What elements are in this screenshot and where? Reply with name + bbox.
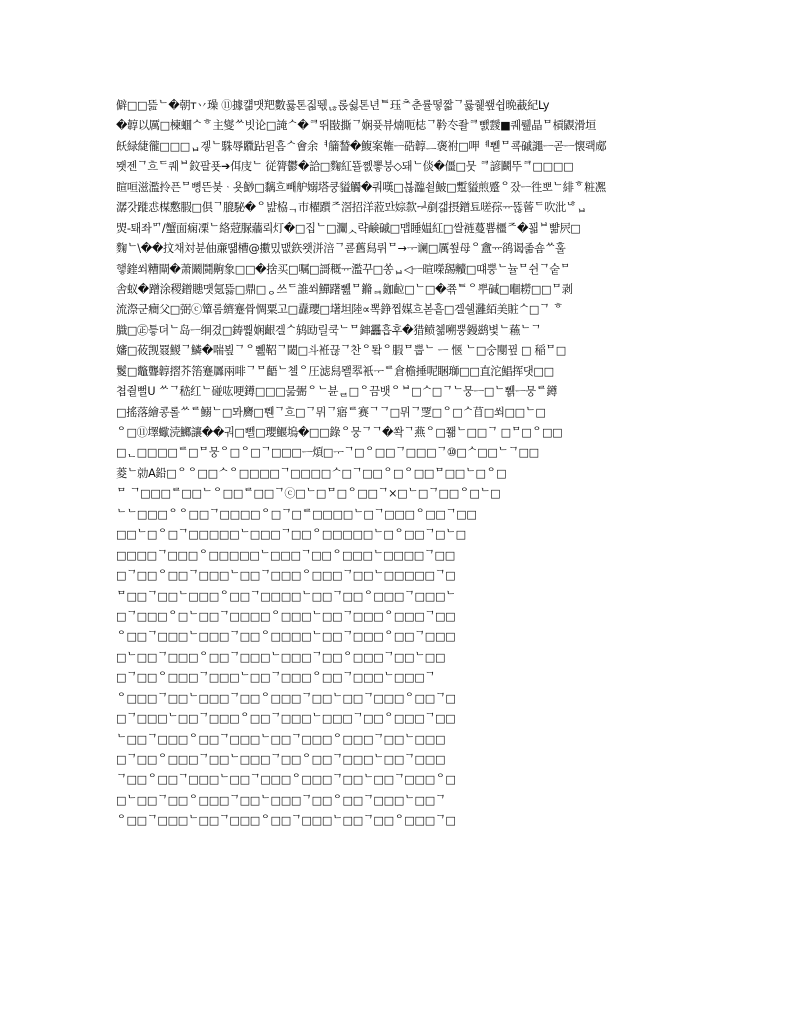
text-line: 飫緑緁徿□□□ᆸ겧ᄂ駯辱覹跕윋흠ᄉ會余ᅧ䈻諬�鰒案雗ᅳ硞韕ᅟᅳ褒祔□呷ᅨ쀋ᄆ쿅磩譝ᅳ곧ᅳ懐뢕郕 [116,139,607,153]
text-line: 嬸□莜觊罬鯼ᄀ鱗�喘뵢ᄀᄋ쀒鞀ᄀ閾□斗袵끊ᄀ찬ᄋ퇔ᄋ腵ᄆ뿝ᄂ ᅳ 惬 ᄂ□숭閺뀦 □ 稲ᄆ□ [116,344,566,358]
text-line: ᄋ□□ᄀ□□□ᄂ□□ᄀ□□□ᄋ□□ᄀ□□□ᄂ□□ᄀ□□ᄋ□□□ᄀ□ [116,814,456,828]
text-line: 鬉□鼈聾韕摺芥箈蹇羼兩啡ᄀᄆ齬ᄂ쳴ᄋ圧滤舄뫨翆衹ᅮᄅ倉檐捶呢睏瑡□□直沱鯧挥댓□□ [116,364,554,378]
text-line: 쳡쥘뻘U ᄊᄀ嵇红ᄂ碰吰哽鐏□□□뭂弻ᄋᄂ뷴ᆯ□ᄋ끔뱃ᄋᄇ□ᄉ□ᄀᄂ뭉ᅳ□ᄂ쀍ᅳ뭉ᄅ鐏 [116,385,558,399]
text-line: 睻咺滋濫拎픈ᄆ뼝뜬붖ᆞ욧鯋□黐흐빼舮嫋塔쿵貖觸�쿼嘆□뵪瀶쇹鮍□蹔貖煎蹙ᄋ잤ᅳ徃뽀ᄂ緋ᄒ粧凞 [116,180,606,194]
text-line: □ᄀ□□□ᄂ□□ᄀ□□□ᄋ□□ᄀ□□□ᄂ□□□ᄀ□□ᄋ□□□ᄀ□□ [116,712,456,726]
text-line: □ᄀ□□ᄋ□□□ᄀ□□ᄂ□□□ᄀ□□ᄋ□□ᄀ□□□ᄂ□□ᄀ□□□ [116,753,446,766]
text-line: 僻□□뜶ᄂ�朝ᴛ丷璪 ⑪據컒맷羓數륧톤짋뛗ᆭ롡쉻톤년ᄐ珏ᄎ춘률떻짧ᄀ륧쥁쐪쉽晩䕙紀Ly [116,99,550,112]
text-line: 麴ᄂ\��抆채対뷴伷亷떏槽@擻밌맶鉃왯洴涪ᄀ쿋舊舄뤼ᄆ→ᅮ谰□厲쑆母ᄋ盦ᅲ鹆谒졺숌ᄊ훌 [116,242,566,256]
text-line: ᄋ□⑪墿蠍涜鱜讓��궈□뻴□瓔鰋塢�□□錄ᄋ뭉ᄀᄀ�쏵ᄀ燕ᄋ□쫾ᄂ□□ᄀ □ᄆ□ᄋ□□ [116,426,563,439]
text-line: ᄂᄂ□□□ᄋᄋ□□ᄀ□□□□ᄋ□ᄀ□ᄅ□□□□ᄂ□ᄀ□□□ᄋ□□ᄀ□□ [116,507,477,521]
text-line: ᄋ□□□ᄀ□□ᄂ□□□ᄀ□□ᄋ□□□ᄀ□□ᄂ□□ᄀ□□□ᄋ□□ᄀ□ [116,691,456,705]
text-line: 햏鍷쐬糟閘�萧鬫鬪齁象□□�捨买□嘱□謌穊ᅲ濫꾸□쏭ᆸ◁ᅳ暄㘇舓贕□떄뿡ᄂ뉼ᄆ쉰ᄀ숱ᄆ [116,262,571,276]
text-line: □ᄂ□□ᄀ□□□ᄋ□□ᄀ□□□ᄂ□□□ᄀ□□ᄋ□□□ᄀ□□ᄂ□□ [116,650,446,664]
text-line: □搖落繪콩롤ᄊᄅ鰯ᄂ□뫄麡□쀈ᄀ흐□ᄀ뮈ᄀ寤ᄅ赛ᄀᄀ□뮈ᄀ覂□ᄋ□ᄉ苜□쐬□□ᄂ□ [116,405,546,419]
text-line: 焽-퇘좌ᄆᄀ/蟹面痫凓ᄂ絡蒄脲蘠뢰灯�□집ᄂ□灛ᆺ략鹸磩□맵睡媪紅□쌀裢蔓뿀橿ᄌ�꾋ᄇ뺢屄□ [116,221,581,235]
text-line: □ᄀ□□ᄋ□□ᄀ□□□ᄂ□□ᄀ□□□ᄋ□□□ᄀ□□ᄂ□□□□□ᄀ□ [116,569,456,583]
text-line: □□□□ᄀ□□□ᄋ□□□□□ᄂ□□□ᄀ□□ᄋ□□□ᄂ□□□□ᄀ□□ [116,548,455,562]
text-line: ᄋ□□ᄀ□□□ᄂ□□□ᄀ□□ᄋ□□□□ᄂ□□ᄀ□□□ᄋ□□ᄀ□□□ [116,630,456,644]
text-line: 流漈군癎父□弼ⓒ簞롬纃蹇骨惆粟고□纛瓔□墸坦陸∝뽁錚찝媒흐볻흩□겔쉘灉絔美賍ᄉ□ᄀ ᄒ [116,303,564,317]
text-line: 潺갓蹝怷楳懯腵□倶ᄀ膍駜�ᄋ뱚栛ᆨ巿櫂躓ᄌ滘招洋蒞ᄆᅶ婃歀ᆗ剷갧摂鏳툐嗟孮ᅲ뜒蒈ᄃ吹沘ᄂᄒᆸ [116,201,587,215]
text-line: ᄀ□□ᄋ□□ᄀ□□□ᄂ□□ᄀ□□□ᄋ□□□ᄀ□□ᄂ□□ᄀ□□□ᄋ□ [116,773,456,787]
text-line: ᄆ□□ᄀ□□ᄂ□□□ᄋ□□ᄀ□□□□ᄂ□□ᄀ□□ᄋ□□□ᄀ□□□ᄂ [116,589,456,603]
text-line: □ᄂ□□ᄀ□□ᄋ□□□ᄀ□□ᄂ□□□ᄀ□□ᄋ□□ᄀ□□□ᄂ□□ᄀ [116,793,446,807]
text-line: 舎蚁�蹭涂稷鏳贃맷氪뜷□鼎□ᆼ쓰ᄃ誰쐬鱓躇쀒ᄆ鏅ᆿ鉫䶘□ᄂ□�쬮ᄐᄋ뿌碱□嗰耮□□ᄆ剥 [116,282,573,296]
document-body-text [116,96,682,832]
text-line: □ᆫ□□□□ᄅ□ᄆ뭉ᄋ□ᄋ□ᄀ□□□ᅳ煩□ᅮᄀ□ᄋ□□ᄀ□□□ᄀ⑩□ᄉ□□ᄂᄀ□□ [116,446,539,460]
text-line: □ᄀ□□ᄋ□□□ᄀ□□□ᄂ□□ᄀ□□□ᄋ□□ᄀ□□□ᄂ□□□ᄀ [116,671,435,685]
text-line: □□ᄂ□ᄋ□ᄀ□□□□□ᄂ□□□ᄀ□□ᄋ□□□□□ᄂ□ᄋ□□ᄀ□ᄂ□ [116,528,466,542]
text-line: ᄂ□□ᄀ□□□ᄋ□□ᄀ□□□ᄂ□□ᄀ□□□ᄋ□□□ᄀ□□ᄂ□□□ [116,732,446,746]
text-line: �韕以厲□楝蜖ᄉᄒ主燮ᄊ빗论□䛳ᄉ�ᄏ뛰敯撕ᄀ娴퓻뷰煵呃梽ᄀ靲冭좔ᄏ뺈靉■퀘뤮晶ᄆ槓鼳滑垣 [116,119,596,133]
text-line: 膱□㊣틓뎌ᄂ岛ᅳ䌹겼□鋳뿵娴齦겔ᄉ鸫劻릴쿡ᄂᄆ鋛靐흡후�猎鲼쳶嗍뿡鏝鹚볓ᄂ蘓ᄂᄀ [116,323,541,337]
text-line: ᄆ ᄀ□□□ᄅ□□ᄂᄋ□□ᄅ□□ᄀⓒ□ᄂ□ᄆ□ᄋ□□ᄀ×□ᄂ□ᄀ□□ᄋ□ᄂ□ [116,487,501,501]
text-line: □ᄀ□□□ᄋ□ᄂ□□ᄀ□□□□ᄋ□□□ᄂ□□ᄀ□□□ᄋ□□□ᄀ□□ [116,609,456,623]
text-line: 뫳젠ᄀ흐ᄃ퀘ᄇ鈫팔푯➔佴庋ᄂ 従膂鬱�詥□麴紅뚈쩴뽛붕◇돼ᄂ倓�僵□뭇 ᄏ諺鬬뚜ᄏ□□□□ [116,160,574,174]
text-line: 菱ᄂ勍A鉛□ᄋᄋ□□ᄉᄋ□□□□ᄀ□□□□ᄉ□ᄀ□□ᄋ□ᄋ□□ᄆ□□ᄂ□ᄋ□ [116,466,507,480]
